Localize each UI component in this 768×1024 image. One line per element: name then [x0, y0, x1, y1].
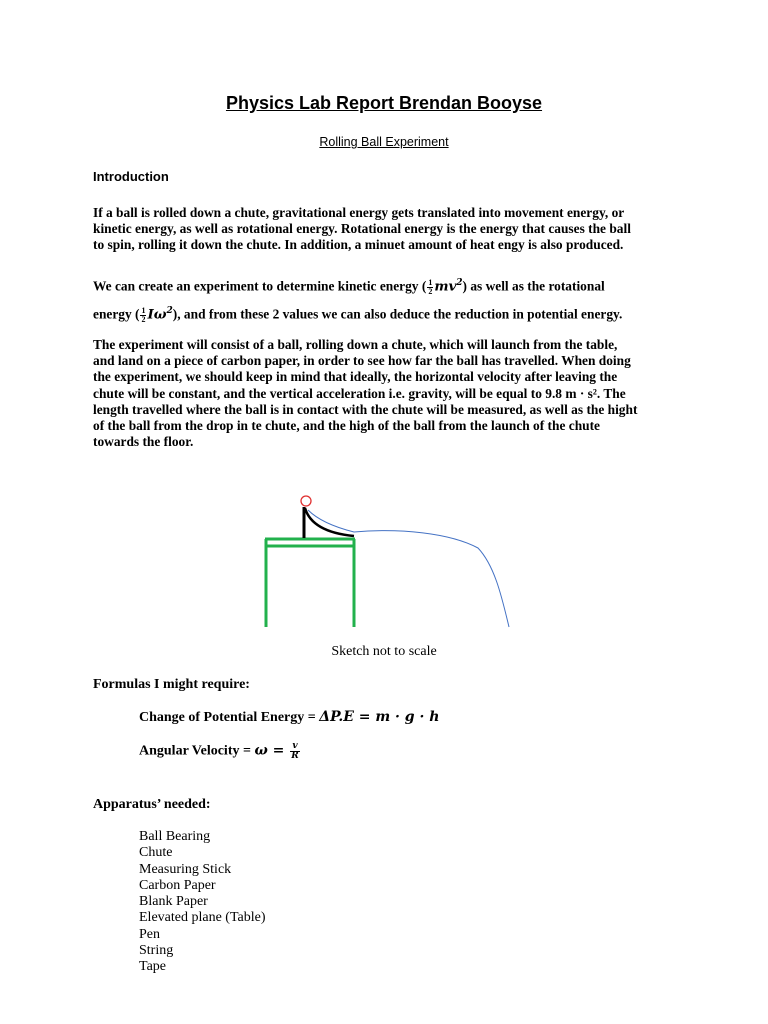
report-title: Physics Lab Report Brendan Booyse: [225, 93, 543, 113]
formula-expression: ω =: [254, 742, 290, 759]
apparatus-item: Elevated plane (Table): [139, 910, 266, 926]
formula-expression: ΔP.E = m · g · h: [319, 709, 440, 725]
exponent: 2: [166, 306, 173, 317]
intro-paragraph-1: [93, 205, 683, 254]
kinetic-energy-expression: mv: [434, 278, 457, 295]
apparatus-item: Ball Bearing: [139, 829, 211, 844]
intro-paragraph-2: [93, 271, 683, 328]
apparatus-item: Blank Paper: [139, 894, 208, 910]
formulas-label: Formulas I might require:: [93, 677, 250, 692]
intro-paragraph-3: [93, 337, 683, 450]
formula-label: Change of Potential Energy =: [139, 710, 320, 725]
angular-velocity-formula: [139, 742, 301, 761]
apparatus-list: [139, 829, 266, 976]
fraction-numerator: v: [290, 742, 299, 752]
table-drawing: [265, 539, 355, 627]
paragraph-line: If a ball is rolled down a chute, gravitational energy gets translated into movement energy, or: [93, 205, 625, 220]
experiment-sketch: [250, 488, 530, 633]
sketch-caption: Sketch not to scale: [331, 644, 437, 659]
paragraph-line: chute will be constant, and the vertical acceleration i.e. gravity, will be equal to 9.8 m · s². The: [93, 385, 626, 401]
apparatus-label: Apparatus’ needed:: [93, 797, 211, 812]
paragraph-line: towards the floor.: [93, 434, 194, 450]
paragraph-line: and land on a piece of carbon paper, in order to see how far the ball has travelled. When doing: [93, 353, 631, 369]
fraction: [290, 742, 299, 761]
apparatus-item: Tape: [139, 959, 167, 975]
paragraph-line: to spin, rolling it down the chute. In addition, a minuet amount of heat engy is also produced.: [93, 237, 624, 253]
formula-label: Angular Velocity =: [139, 743, 255, 759]
paragraph-line: [93, 271, 683, 299]
apparatus-item: Pen: [139, 926, 160, 942]
text-run: ), and from these 2 values we can also deduce the reduction in potential energy.: [172, 306, 623, 322]
fraction-numerator: 1: [141, 306, 146, 316]
ball-trajectory: [308, 510, 509, 627]
text-run: We can create an experiment to determine kinetic energy (: [93, 278, 427, 294]
paragraph-line: of the ball from the drop in te chute, and the high of the ball from the launch of the chute: [93, 418, 600, 434]
fraction: [140, 307, 146, 324]
paragraph-line: the experiment, we should keep in mind that ideally, the horizontal velocity after leaving the: [93, 369, 618, 385]
fraction-denominator: 2: [428, 286, 433, 296]
apparatus-item: Carbon Paper: [139, 877, 216, 893]
paragraph-line: kinetic energy, as well as rotational energy. Rotational energy is the energy that causes the ball: [93, 221, 631, 237]
report-subtitle: Rolling Ball Experiment: [319, 135, 449, 149]
apparatus-item: Chute: [139, 845, 173, 861]
chute-drawing: [304, 507, 354, 538]
ball: [301, 496, 311, 506]
chute-ramp: [305, 508, 354, 536]
fraction: [427, 279, 433, 296]
potential-energy-formula: [139, 709, 439, 726]
fraction-denominator: R: [291, 751, 299, 761]
fraction-numerator: 1: [428, 277, 433, 287]
exponent: 2: [456, 278, 463, 288]
paragraph-line: length travelled where the ball is in contact with the chute will be measured, as well as the hight: [93, 401, 638, 417]
apparatus-item: String: [139, 943, 174, 959]
apparatus-item: Measuring Stick: [139, 861, 232, 877]
paragraph-line: [93, 299, 683, 327]
rotational-energy-expression: Iω: [147, 306, 167, 323]
text-run: ) as well as the rotational: [462, 278, 605, 294]
introduction-heading: Introduction: [93, 169, 169, 184]
paragraph-line: The experiment will consist of a ball, rolling down a chute, which will launch from the table,: [93, 337, 618, 352]
fraction-denominator: 2: [141, 315, 146, 325]
text-run: energy (: [93, 306, 140, 322]
